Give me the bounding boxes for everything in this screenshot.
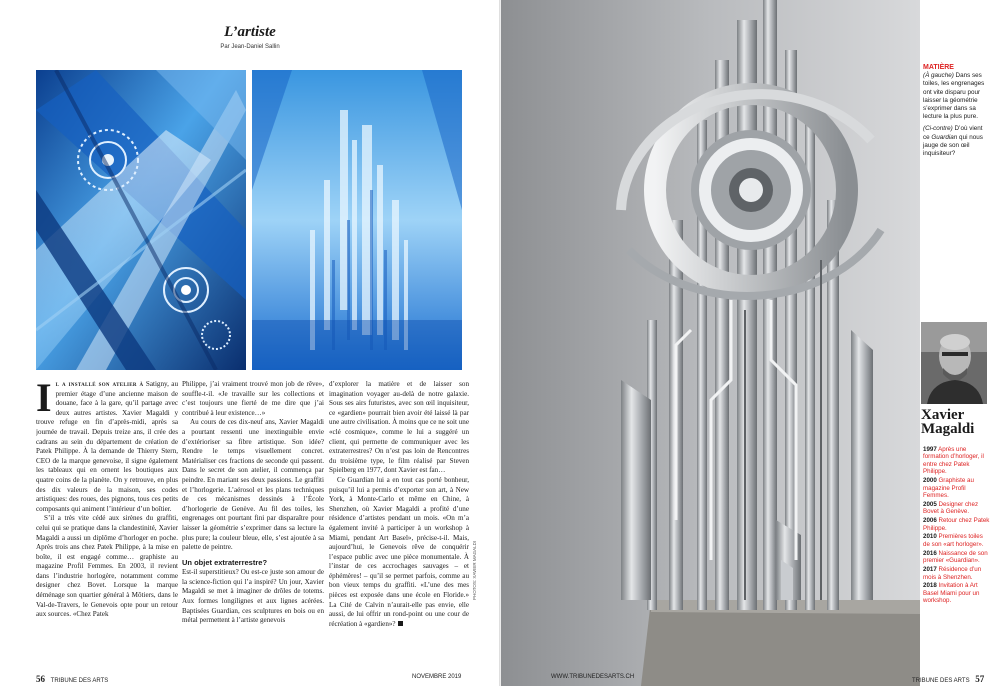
paragraph xyxy=(329,476,469,630)
artist-last-name: Magaldi xyxy=(921,421,975,437)
timeline-year: 2000 xyxy=(923,477,937,485)
subheading: Un objet extraterrestre? xyxy=(182,557,268,567)
timeline-entry xyxy=(923,477,991,499)
page-number: 57 xyxy=(975,674,985,684)
timeline-text: Naissance de son premier «Guardian». xyxy=(923,549,988,565)
caption-heading: MATIÈRE xyxy=(923,64,954,71)
lead-in: l a installé son atelier à xyxy=(55,380,144,388)
caption-direction: (Ci-contre) xyxy=(923,125,953,133)
paragraph: Au cours de ces dix-neuf ans, Xavier Magaldi a pourtant ressenti une inextinguible envie d’extérioriser sa fibre artistique. Son idée? Rendre le temps visuellement concret. Matérialiser ces fractions de seconde qui passent. Dans le secret de son atelier, il commença par peindre. En mariant ses deux passions. Le graffiti et l’horlogerie. L’aérosol et les plans techniques de ces mécanismes dessinés à l’École d’horlogerie de Genève. Au fil des toiles, les engrenages ont pourtant fini par disparaître pour laisser la géométrie s’exprimer dans sa lecture la plus pure; la couleur bleue, elle, s’est ajoutée à sa palette de peintre. xyxy=(182,418,324,552)
caption-text: Dans ses toiles, les engrenages ont vite disparu pour laisser la géométrie s’exprimer dans sa lecture la plus pure. xyxy=(923,72,985,121)
sculpture-photo xyxy=(501,0,920,686)
timeline-year: 2010 xyxy=(923,533,937,541)
paragraph: Est-il superstitieux? Ou est-ce juste son amour de la science-fiction qui l’a inspiré? Un jour, Xavier Magaldi se met à imaginer de drôles de totems. Aux formes longilignes et aux lignes acérées. Baptisées Guardian, ces sculptures en bois ou en métal permettent à l’artiste genevois xyxy=(182,568,324,625)
artist-portrait xyxy=(921,322,987,404)
article-column-2 xyxy=(182,380,324,672)
photo-credit: PHOTOS: XAVIER MAGALDI xyxy=(472,540,477,600)
artist-name xyxy=(921,408,991,436)
timeline-entry xyxy=(923,517,991,532)
timeline-entry xyxy=(923,582,991,604)
timeline-text: Invitation à Art Basel Miami pour un workshop. xyxy=(923,582,980,605)
paragraph-text: Ce Guardian lui a en tout cas porté bonheur, puisqu’il lui a permis d’exporter son art, à New York, à Monte-Carlo et même en Chine, à Shenzhen, où Xavier Magaldi a profité d’une résidence d’artistes pendant un mois. «On m’a également invité à participer à un workshop à Miami, pendant Art Basel», précise-t-il. Mais, aujourd’hui, le Genevois rêve de conquérir l’espace public avec une pièce monumentale. À l’instar de ces accrochages sauvages – et éphémères! – qu’il se permet parfois, comme au bon vieux temps du graffiti. «L’une des mes pièces est exposée dans une école en Floride.» La Cité de Calvin n’aurait-elle pas envie, elle aussi, de lui offrir un rond-point ou une cour de récréation à «gardien»? xyxy=(329,475,469,628)
caption-emphasis: Guardian xyxy=(931,133,958,141)
timeline-text: Après une formation d’horloger, il entre chez Patek Philippe. xyxy=(923,446,984,476)
paragraph-text: Satigny, au premier étage d’une ancienne maison de douane, face à la gare, qu’il partage avec deux autres artistes. Xavier Magaldi y trouve refuge en fin d’après-midi, après sa journée de travail. Depuis treize ans, il crée des cadrans au sein du département de création de Patek Philippe. À la demande de Thierry Stern, CEO de la marque genevoise, il signe également les tableaux qui en ornent les boutiques aux quatre coins de la planète. On y retrouve, en plus des dix valeurs de la maison, ses codes artistiques: des roues, des pignons, tous ces petits composants qui animent l’intérieur d’un boîtier. xyxy=(36,380,178,513)
paragraph: d’explorer la matière et de laisser son imagination voyager au-delà de notre galaxie. Sous ses airs futuristes, avec son œil inquisiteur, ce «gardien» pourrait bien avoir été laissé là par une autre civilisation. À moins que ce ne soit une «clé cosmique», comme le lui a suggéré un client, qui permette de communiquer avec les extraterrestres? On n’est pas loin de Rencontres du troisième type, le film réalisé par Steven Spielberg en 1977, dont Xavier est fan… xyxy=(329,380,469,475)
painting-towers xyxy=(252,70,462,370)
article-column-1 xyxy=(36,380,178,672)
timeline-entry xyxy=(923,550,991,565)
timeline-text: Graphiste au magazine Profil Femmes. xyxy=(923,477,974,499)
folio-date: NOVEMBRE 2019 xyxy=(412,674,462,680)
artist-first-name: Xavier xyxy=(921,407,965,423)
article-column-3 xyxy=(329,380,469,672)
timeline-text: Retour chez Patek Philippe. xyxy=(923,517,990,532)
timeline-entry xyxy=(923,446,991,476)
paragraph: S’il a très vite cédé aux sirènes du graffiti, celui qui se pratique dans la clandestinité, Xavier Magaldi a aussi un diplôme d’horloger en poche. Après trois ans chez Patek Philippe, à la mise en boîte, il est engagé comme… graphiste au magazine Profil Femmes. En 2003, il revient dans l’industrie horlogère, notamment comme designer chez Bovet. Lorsque la marque déménage son quartier général à Môtiers, dans le Val-de-Travers, le Genevois opte pour un retour aux sources. «Chez Patek xyxy=(36,514,178,619)
painting-gears xyxy=(36,70,246,370)
bio-timeline xyxy=(923,446,991,606)
timeline-year: 2016 xyxy=(923,549,937,557)
paragraph: Philippe, j’ai vraiment trouvé mon job de rêve», souffle-t-il. «Je travaille sur les collections et c’est toujours une fierté de me dire que j’ai contribué à leur existence…» xyxy=(182,380,324,417)
section-title: L’artiste xyxy=(224,24,276,40)
page-number: 56 xyxy=(36,674,45,684)
caption-text: D’où vient ce xyxy=(923,125,983,141)
timeline-year: 2017 xyxy=(923,566,937,574)
caption-direction: (À gauche) xyxy=(923,72,954,80)
timeline-text: Designer chez Bovet à Genève. xyxy=(923,500,979,516)
timeline-text: Résidence d’un mois à Shenzhen. xyxy=(923,566,982,581)
timeline-entry xyxy=(923,501,991,516)
caption-left xyxy=(923,72,987,121)
timeline-year: 2006 xyxy=(923,517,937,525)
timeline-text: Premières toiles de son «art horloger». xyxy=(923,533,984,548)
timeline-entry xyxy=(923,533,991,548)
folio-right xyxy=(912,674,984,684)
end-mark-icon xyxy=(398,621,403,626)
folio-label: TRIBUNE DES ARTS xyxy=(50,678,109,684)
dropcap: I xyxy=(36,380,52,420)
caption-opposite xyxy=(923,125,987,158)
timeline-year: 2005 xyxy=(923,500,937,508)
timeline-entry xyxy=(923,566,991,581)
paragraph xyxy=(36,380,178,514)
folio-left xyxy=(36,674,108,684)
timeline-year: 1997 xyxy=(923,446,937,453)
folio-url: WWW.TRIBUNEDESARTS.CH xyxy=(551,674,635,680)
timeline-year: 2018 xyxy=(923,582,937,590)
byline: Par Jean-Daniel Sallin xyxy=(220,44,280,50)
folio-label: TRIBUNE DES ARTS xyxy=(912,678,970,684)
caption-text: qui nous jauge de son œil inquisiteur? xyxy=(923,133,983,158)
caption-sidebar xyxy=(923,64,987,162)
